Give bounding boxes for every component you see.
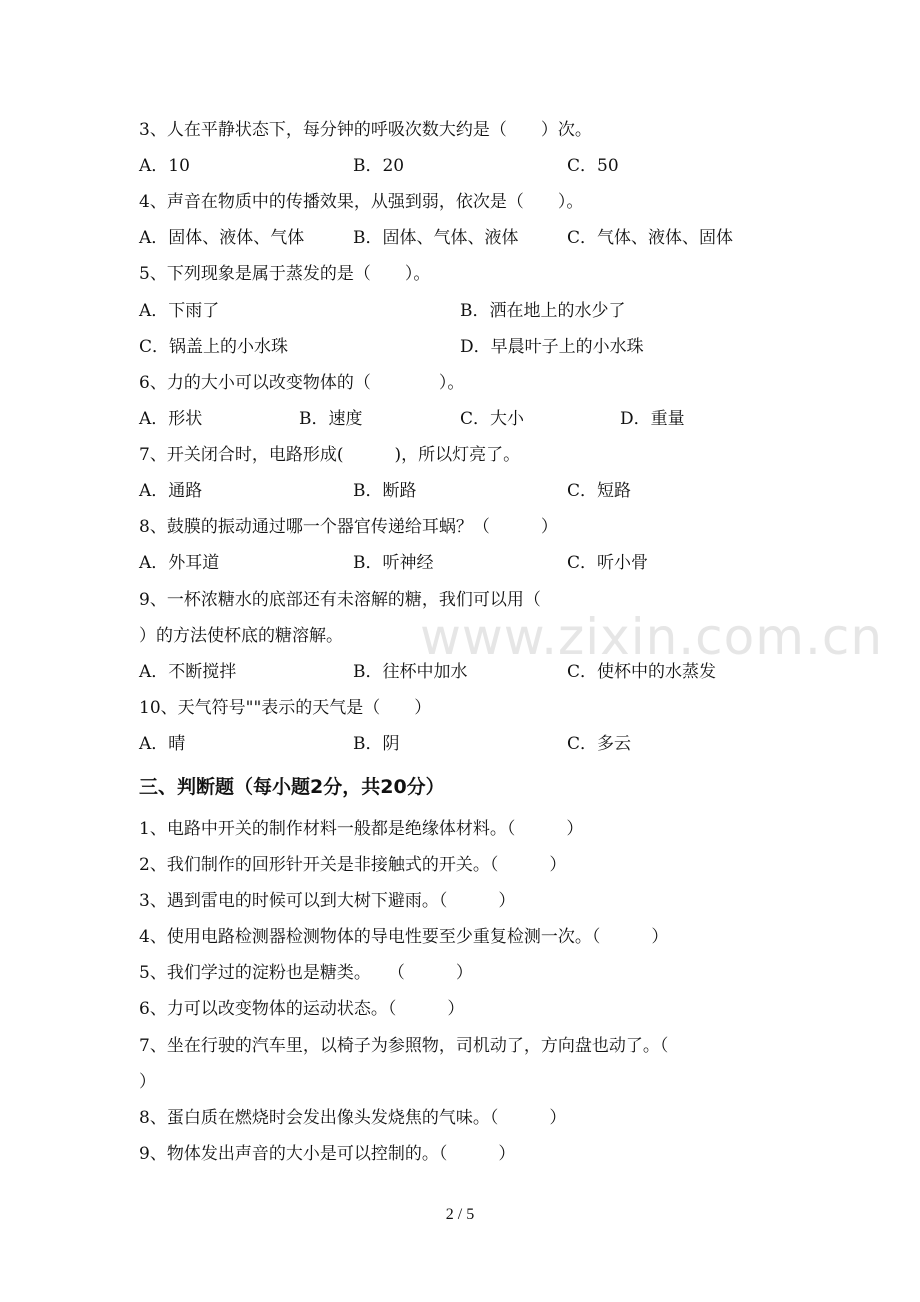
question-6: 6、力的大小可以改变物体的（ ）。	[139, 373, 465, 393]
option-a: A．晴	[139, 734, 186, 754]
option-a: A．下雨了	[139, 301, 220, 321]
page-number: 2 / 5	[445, 1206, 475, 1223]
question-10: 10、天气符号""表示的天气是（ ）	[139, 698, 432, 718]
option-b: B．往杯中加水	[353, 662, 468, 682]
option-c: C．50	[567, 156, 619, 176]
question-9-continued: ）的方法使杯底的糖溶解。	[139, 626, 343, 646]
option-c: C．气体、液体、固体	[567, 228, 734, 248]
judge-item-1: 1、电路中开关的制作材料一般都是绝缘体材料。（ ）	[139, 819, 584, 839]
option-c: C．听小骨	[567, 553, 649, 573]
question-4: 4、声音在物质中的传播效果，从强到弱，依次是（ ）。	[139, 192, 584, 212]
option-b: B．洒在地上的水少了	[460, 301, 626, 321]
question-3: 3、人在平静状态下，每分钟的呼吸次数大约是（ ）次。	[139, 120, 592, 140]
question-9: 9、一杯浓糖水的底部还有未溶解的糖，我们可以用（	[139, 590, 541, 610]
question-8: 8、鼓膜的振动通过哪一个器官传递给耳蜗？（ ）	[139, 517, 558, 537]
option-b: B．听神经	[353, 553, 434, 573]
option-a: A．形状	[139, 409, 203, 429]
judge-item-2: 2、我们制作的回形针开关是非接触式的开关。（ ）	[139, 855, 567, 875]
watermark: www.zixin.com.cn	[420, 608, 884, 666]
option-c: C．锅盖上的小水珠	[139, 337, 289, 357]
option-c: C．多云	[567, 734, 632, 754]
option-a: A．固体、液体、气体	[139, 228, 305, 248]
option-d: D．重量	[620, 409, 685, 429]
option-a: A．通路	[139, 481, 203, 501]
option-b: B．20	[353, 156, 405, 176]
section-heading: 三、判断题（每小题2分，共20分）	[139, 776, 445, 798]
option-b: B．断路	[353, 481, 417, 501]
question-7: 7、开关闭合时，电路形成( )，所以灯亮了。	[139, 445, 521, 465]
option-b: B．速度	[299, 409, 363, 429]
option-a: A．不断搅拌	[139, 662, 237, 682]
option-a: A．10	[139, 156, 190, 176]
judge-item-3: 3、遇到雷电的时候可以到大树下避雨。（ ）	[139, 891, 516, 911]
judge-item-7: 7、坐在行驶的汽车里，以椅子为参照物，司机动了，方向盘也动了。（	[139, 1036, 669, 1056]
option-c: C．使杯中的水蒸发	[567, 662, 717, 682]
option-c: C．大小	[460, 409, 525, 429]
option-b: B．阴	[353, 734, 400, 754]
judge-item-8: 8、蛋白质在燃烧时会发出像头发烧焦的气味。（ ）	[139, 1108, 567, 1128]
option-a: A．外耳道	[139, 553, 220, 573]
question-5: 5、下列现象是属于蒸发的是（ ）。	[139, 264, 431, 284]
judge-item-5: 5、我们学过的淀粉也是糖类。 （ ）	[139, 963, 473, 983]
option-c: C．短路	[567, 481, 632, 501]
option-b: B．固体、气体、液体	[353, 228, 519, 248]
judge-item-6: 6、力可以改变物体的运动状态。（ ）	[139, 999, 465, 1019]
option-d: D．早晨叶子上的小水珠	[460, 337, 644, 357]
judge-item-7-continued: ）	[139, 1072, 156, 1092]
judge-item-4: 4、使用电路检测器检测物体的导电性要至少重复检测一次。（ ）	[139, 927, 669, 947]
judge-item-9: 9、物体发出声音的大小是可以控制的。（ ）	[139, 1144, 516, 1164]
